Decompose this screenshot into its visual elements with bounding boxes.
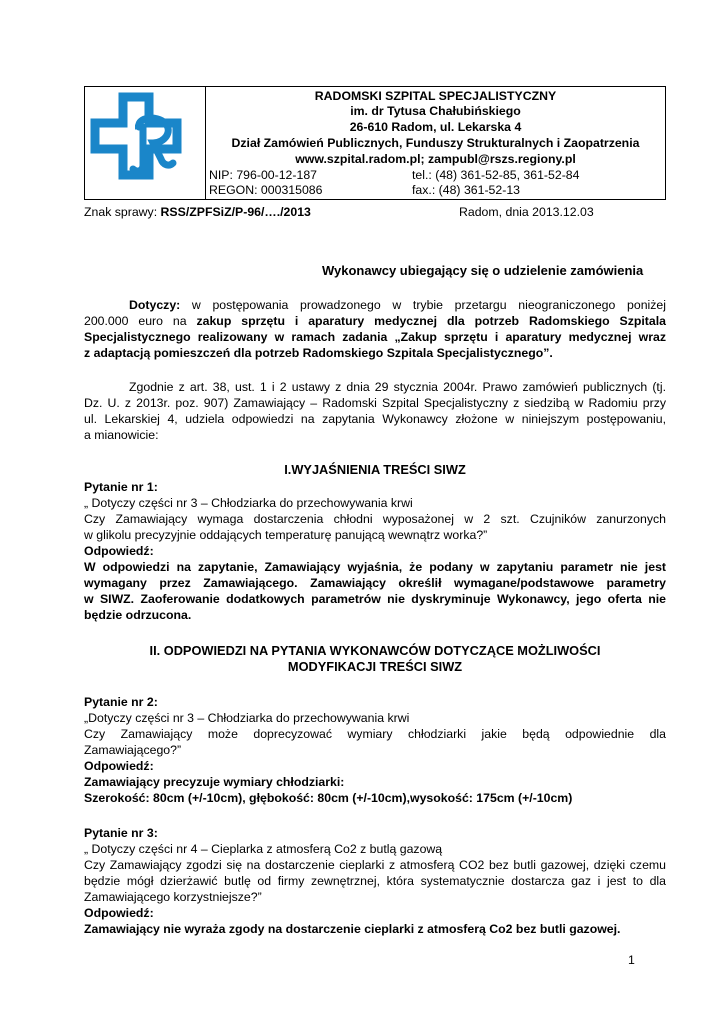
legal-line-4: a mianowicie: (84, 428, 159, 442)
org-regon: REGON: 000315086 (209, 183, 323, 197)
legal-line-3: ul. Lekarskiej 4, udziela odpowiedzi na zapytania Wykonawcy złożone w niniejszym postępowaniu, (84, 412, 666, 426)
org-patron: im. dr Tytusa Chałubińskiego (350, 104, 521, 118)
intro-line-4: z adaptacją pomieszczeń dla potrzeb Radomskiego Szpitala Specjalistycznego”. (84, 346, 553, 360)
answer-3-line-1: Zamawiający nie wyraża zgody na dostarczenie cieplarki z atmosferą Co2 bez butli gazowej. (84, 922, 621, 936)
case-date: Radom, dnia 2013.12.03 (459, 205, 594, 219)
intro-line-3: Specjalistycznego realizowany w ramach zadania „Zakup sprzętu i aparatury medycznej wraz (84, 330, 666, 344)
answer-2-line-1: Zamawiający precyzuje wymiary chłodziarki: (84, 775, 345, 789)
intro-text: 200.000 euro na (84, 314, 197, 328)
case-line (84, 204, 311, 220)
legal-line-2: Dz. U. z 2013r. poz. 907) Zamawiający – Radomski Szpital Specjalistyczny z siedzibą w Radomiu przy (84, 396, 666, 410)
org-name: RADOMSKI SZPITAL SPECJALISTYCZNY (314, 89, 557, 103)
question-1-line-1: „ Dotyczy części nr 3 – Chłodziarka do przechowywania krwi (84, 496, 413, 510)
org-nip: NIP: 796-00-12-187 (209, 168, 318, 182)
page-number: 1 (628, 953, 635, 967)
section-2-title-line-1: II. ODPOWIEDZI NA PYTANIA WYKONAWCÓW DOTYCZĄCE MOŻLIWOŚCI (149, 643, 601, 658)
intro-label: Dotyczy: (129, 298, 181, 312)
answer-2-line-2: Szerokość: 80cm (+/-10cm), głębokość: 80cm (+/-10cm),wysokość: 175cm (+/-10cm) (84, 791, 573, 805)
question-1-line-2: Czy Zamawiający wymaga dostarczenia chłodni wyposażonej w 2 szt. Czujników zanurzonych (84, 512, 666, 526)
answer-2-label: Odpowiedź: (84, 759, 154, 773)
org-web-email: www.szpital.radom.pl; zampubl@rszs.regiony.pl (295, 152, 576, 166)
intro-text: w postępowania prowadzonego w trybie przetargu nieograniczonego poniżej (180, 298, 666, 312)
question-3-label: Pytanie nr 3: (84, 826, 158, 840)
question-1-line-3: w glikolu precyzyjnie oddających temperaturę panującą wewnątrz worka?” (84, 528, 488, 542)
intro-line-1 (84, 297, 666, 313)
answer-1-line-4: będzie odrzucona. (84, 608, 192, 622)
letterhead (84, 86, 666, 200)
case-number: RSS/ZPFSiZ/P-96/…./2013 (160, 205, 311, 219)
question-3-line-2: Czy Zamawiający zgodzi się na dostarczenie cieplarki z atmosferą CO2 bez butli gazowej, dzięki czemu (84, 858, 666, 872)
cross-r-logo-icon (85, 87, 205, 199)
letterhead-text (206, 87, 665, 199)
question-2-line-2: Czy Zamawiający może doprecyzować wymiary chłodziarki jakie będą odpowiednie dla (84, 727, 666, 741)
question-3-line-3: będzie mógł dzierżawić butlę od firmy zewnętrznej, która systematycznie dostarcza gaz i jest to dla (84, 874, 666, 888)
addressee: Wykonawcy ubiegający się o udzielenie zamówienia (322, 263, 644, 278)
question-3-line-4: Zamawiającego korzystniejsze?” (84, 890, 262, 904)
answer-3-label: Odpowiedź: (84, 906, 154, 920)
intro-line-2 (84, 313, 666, 329)
question-3-line-1: „ Dotyczy części nr 4 – Cieplarka z atmosferą Co2 z butlą gazową (84, 842, 443, 856)
org-address: 26-610 Radom, ul. Lekarska 4 (349, 120, 522, 134)
org-tel: tel.: (48) 361-52-85, 361-52-84 (412, 168, 580, 182)
question-2-line-1: „Dotyczy części nr 3 – Chłodziarka do przechowywania krwi (84, 711, 410, 725)
answer-1-line-1: W odpowiedzi na zapytanie, Zamawiający wyjaśnia, że podany w zapytaniu parametr nie jest (84, 560, 666, 574)
question-1-label: Pytanie nr 1: (84, 480, 158, 494)
section-1-title: I.WYJAŚNIENIA TREŚCI SIWZ (284, 462, 466, 477)
answer-1-line-3: w SIWZ. Zaoferowanie dodatkowych parametrów nie dyskryminuje Wykonawcy, jego oferta nie (84, 592, 666, 606)
hospital-logo (85, 87, 206, 199)
answer-1-line-2: wymagany przez Zamawiającego. Zamawiający określił wymagane/podstawowe parametry (84, 576, 666, 590)
org-department: Dział Zamówień Publicznych, Funduszy Strukturalnych i Zaopatrzenia (231, 136, 640, 150)
answer-1-label: Odpowiedź: (84, 544, 154, 558)
question-2-line-3: Zamawiającego?” (84, 743, 182, 757)
intro-bold: zakup sprzętu i aparatury medycznej dla potrzeb Radomskiego Szpitala (196, 314, 666, 328)
legal-line-1: Zgodnie z art. 38, ust. 1 i 2 ustawy z dnia 29 stycznia 2004r. Prawo zamówień publicznych (tj. (129, 380, 666, 394)
org-fax: fax.: (48) 361-52-13 (412, 183, 521, 197)
section-2-title-line-2: MODYFIKACJI TREŚCI SIWZ (287, 659, 463, 674)
question-2-label: Pytanie nr 2: (84, 695, 158, 709)
case-label: Znak sprawy: (84, 205, 161, 219)
